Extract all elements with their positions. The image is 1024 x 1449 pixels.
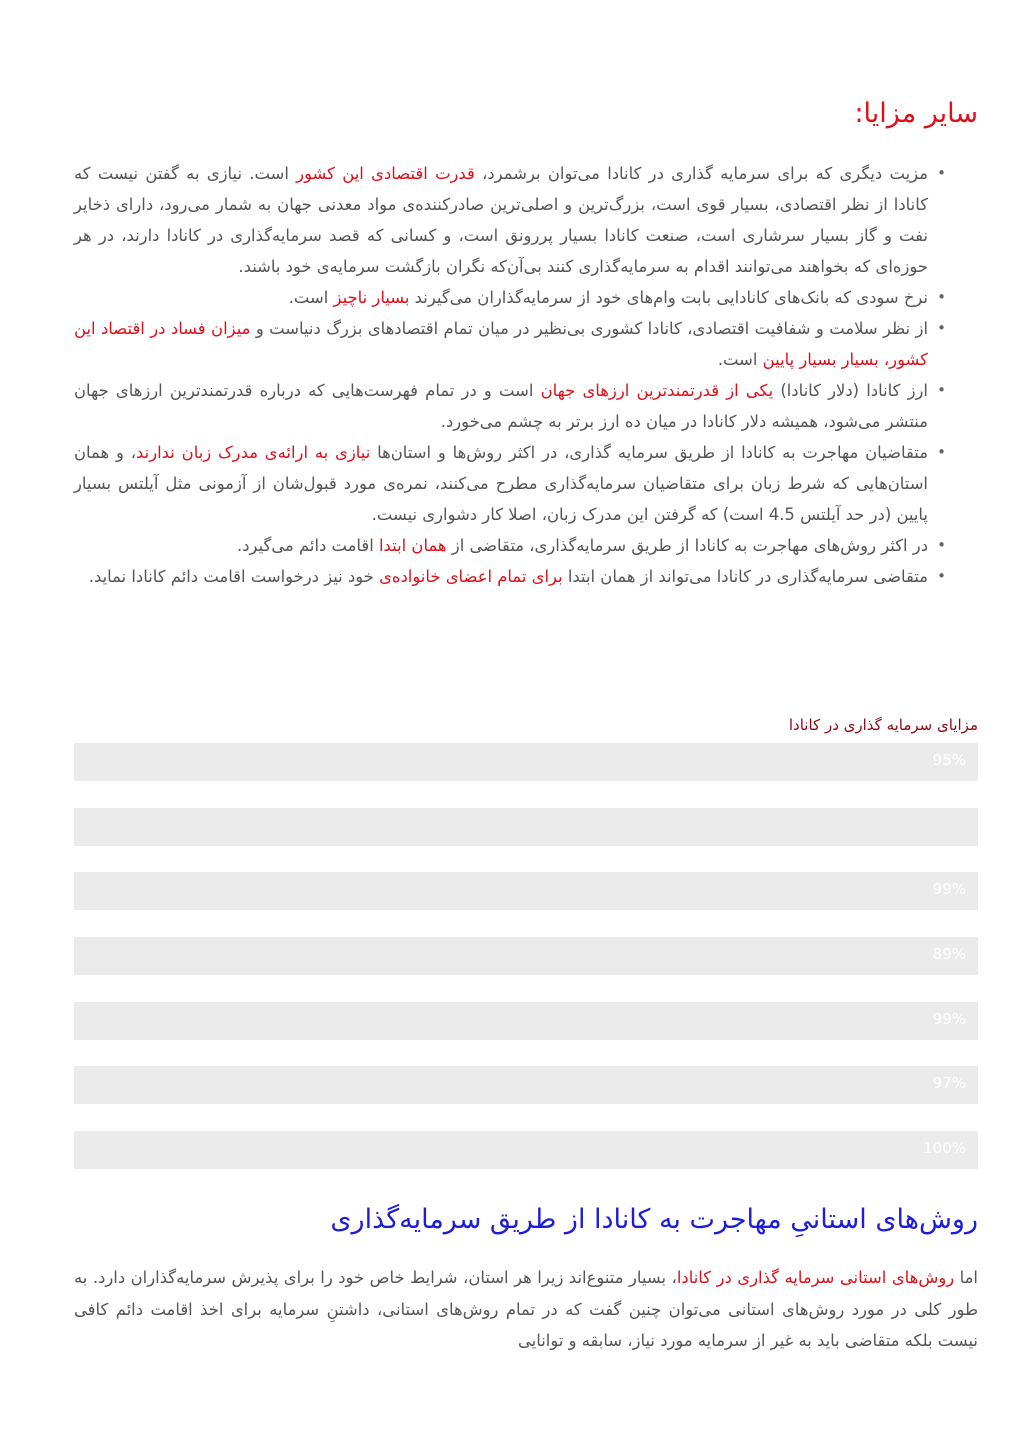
progress-bar xyxy=(74,1131,978,1169)
bar-value-label: 100% xyxy=(923,1139,966,1157)
list-item: • متقاضیان مهاجرت به کانادا از طریق سرمایه گذاری، در اکثر روش‌ها و استان‌ها نیازی به ارائه‌ی مدرک زبان ندارند، و همان استان‌هایی که شرط زبان برای متقاضیان سرمایه‌گذاری مطرح می‌کنند، نمره‌ی مورد قبول‌شان از آزمونی مثل آیلتس بسیار پایین (در حد آیلتس 4.5 است) که گرفتن این مدرک زبان، اصلا کار دشواری نیست. xyxy=(74,437,928,530)
list-item: • مزیت دیگری که برای سرمایه گذاری در کانادا می‌توان برشمرد، قدرت اقتصادی این کشور است. نیازی به گفتن نیست که کانادا از نظر اقتصادی، بسیار قوی است، بزرگ‌ترین و اصلی‌ترین صادرکننده‌ی مواد معدنی جهان به شمار می‌رود، دارای ذخایر نفت و گاز بسیار سرشاری است، صنعت کانادا بسیار پررونق است، و کسانی که قصد سرمایه‌گذاری در کانادا دارند، در هر حوزه‌ای که بخواهند می‌توانند اقدام به سرمایه‌گذاری کنند بی‌آن‌که نگران بازگشت سرمایه‌ی خود باشند. xyxy=(74,158,928,282)
highlight-text: قدرت اقتصادی این کشور xyxy=(296,164,475,183)
list-item: • متقاضی سرمایه‌گذاری در کانادا می‌تواند از همان ابتدا برای تمام اعضای خانواده‌ی خود نیز درخواست اقامت دائم کانادا نماید. xyxy=(74,561,928,592)
highlight-link[interactable]: روش‌های استانی سرمایه گذاری در کانادا xyxy=(676,1268,955,1287)
list-item: • از نظر سلامت و شفافیت اقتصادی، کانادا کشوری بی‌نظیر در میان تمام اقتصادهای بزرگ دنیاست و میزان فساد در اقتصاد این کشور، بسیار بسیار پایین است. xyxy=(74,313,928,375)
advantages-list xyxy=(74,158,946,592)
list-item: • در اکثر روش‌های مهاجرت به کانادا از طریق سرمایه‌گذاری، متقاضی از همان ابتدا اقامت دائم می‌گیرد. xyxy=(74,530,928,561)
highlight-text: همان ابتدا xyxy=(378,536,447,555)
bullet-icon: • xyxy=(937,381,946,399)
progress-bar xyxy=(74,872,978,910)
progress-bar xyxy=(74,937,978,975)
bar-value-label: 89% xyxy=(932,945,966,963)
chart-title: مزایای سرمایه گذاری در کانادا xyxy=(788,716,978,734)
highlight-text: میزان فساد در اقتصاد این کشور، بسیار بسیار پایین xyxy=(74,319,928,369)
bullet-icon: • xyxy=(937,164,946,182)
bullet-icon: • xyxy=(937,567,946,585)
highlight-text: نیازی به ارائه‌ی مدرک زبان ندارند xyxy=(136,443,371,462)
progress-bar xyxy=(74,1002,978,1040)
progress-bar xyxy=(74,808,978,846)
section-title: سایر مزایا: xyxy=(854,98,978,129)
highlight-text: بسیار ناچیز xyxy=(333,288,410,307)
methods-heading: روش‌های استانیِ مهاجرت به کانادا از طریق سرمایه‌گذاری xyxy=(330,1204,978,1235)
bullet-icon: • xyxy=(937,536,946,554)
bullet-icon: • xyxy=(937,288,946,306)
bar-value-label: 99% xyxy=(932,1010,966,1028)
progress-bar xyxy=(74,743,978,781)
list-item: • نرخ سودی که بانک‌های کانادایی بابت وام‌های خود از سرمایه‌گذاران می‌گیرند بسیار ناچیز است. xyxy=(74,282,928,313)
bullet-icon: • xyxy=(937,443,946,461)
list-item: • ارز کانادا (دلار کانادا) یکی از قدرتمندترین ارزهای جهان است و در تمام فهرست‌هایی که درباره قدرتمندترین ارزهای جهان منتشر می‌شود، همیشه دلار کانادا در میان ده ارز برتر به چشم می‌خورد. xyxy=(74,375,928,437)
highlight-text: برای تمام اعضای خانواده‌ی xyxy=(379,567,563,586)
bar-value-label: 99% xyxy=(932,880,966,898)
bar-value-label: 95% xyxy=(932,751,966,769)
progress-bar xyxy=(74,1066,978,1104)
methods-paragraph: اما روش‌های استانی سرمایه گذاری در کانادا، بسیار متنوع‌اند زیرا هر استان، شرایط خاص خود را برای پذیرش سرمایه‌گذاران دارد. به طور کلی در مورد روش‌های استانی می‌توان چنین گفت که در تمام روش‌های استانی، داشتنِ سرمایه برای اخذ اقامت دائم کافی نیست بلکه متقاضی باید به غیر از سرمایه مورد نیاز، سابقه و توانایی xyxy=(74,1268,978,1350)
highlight-text: یکی از قدرتمندترین ارزهای جهان xyxy=(540,381,774,400)
bar-value-label: 97% xyxy=(932,1074,966,1092)
bullet-icon: • xyxy=(937,319,946,337)
